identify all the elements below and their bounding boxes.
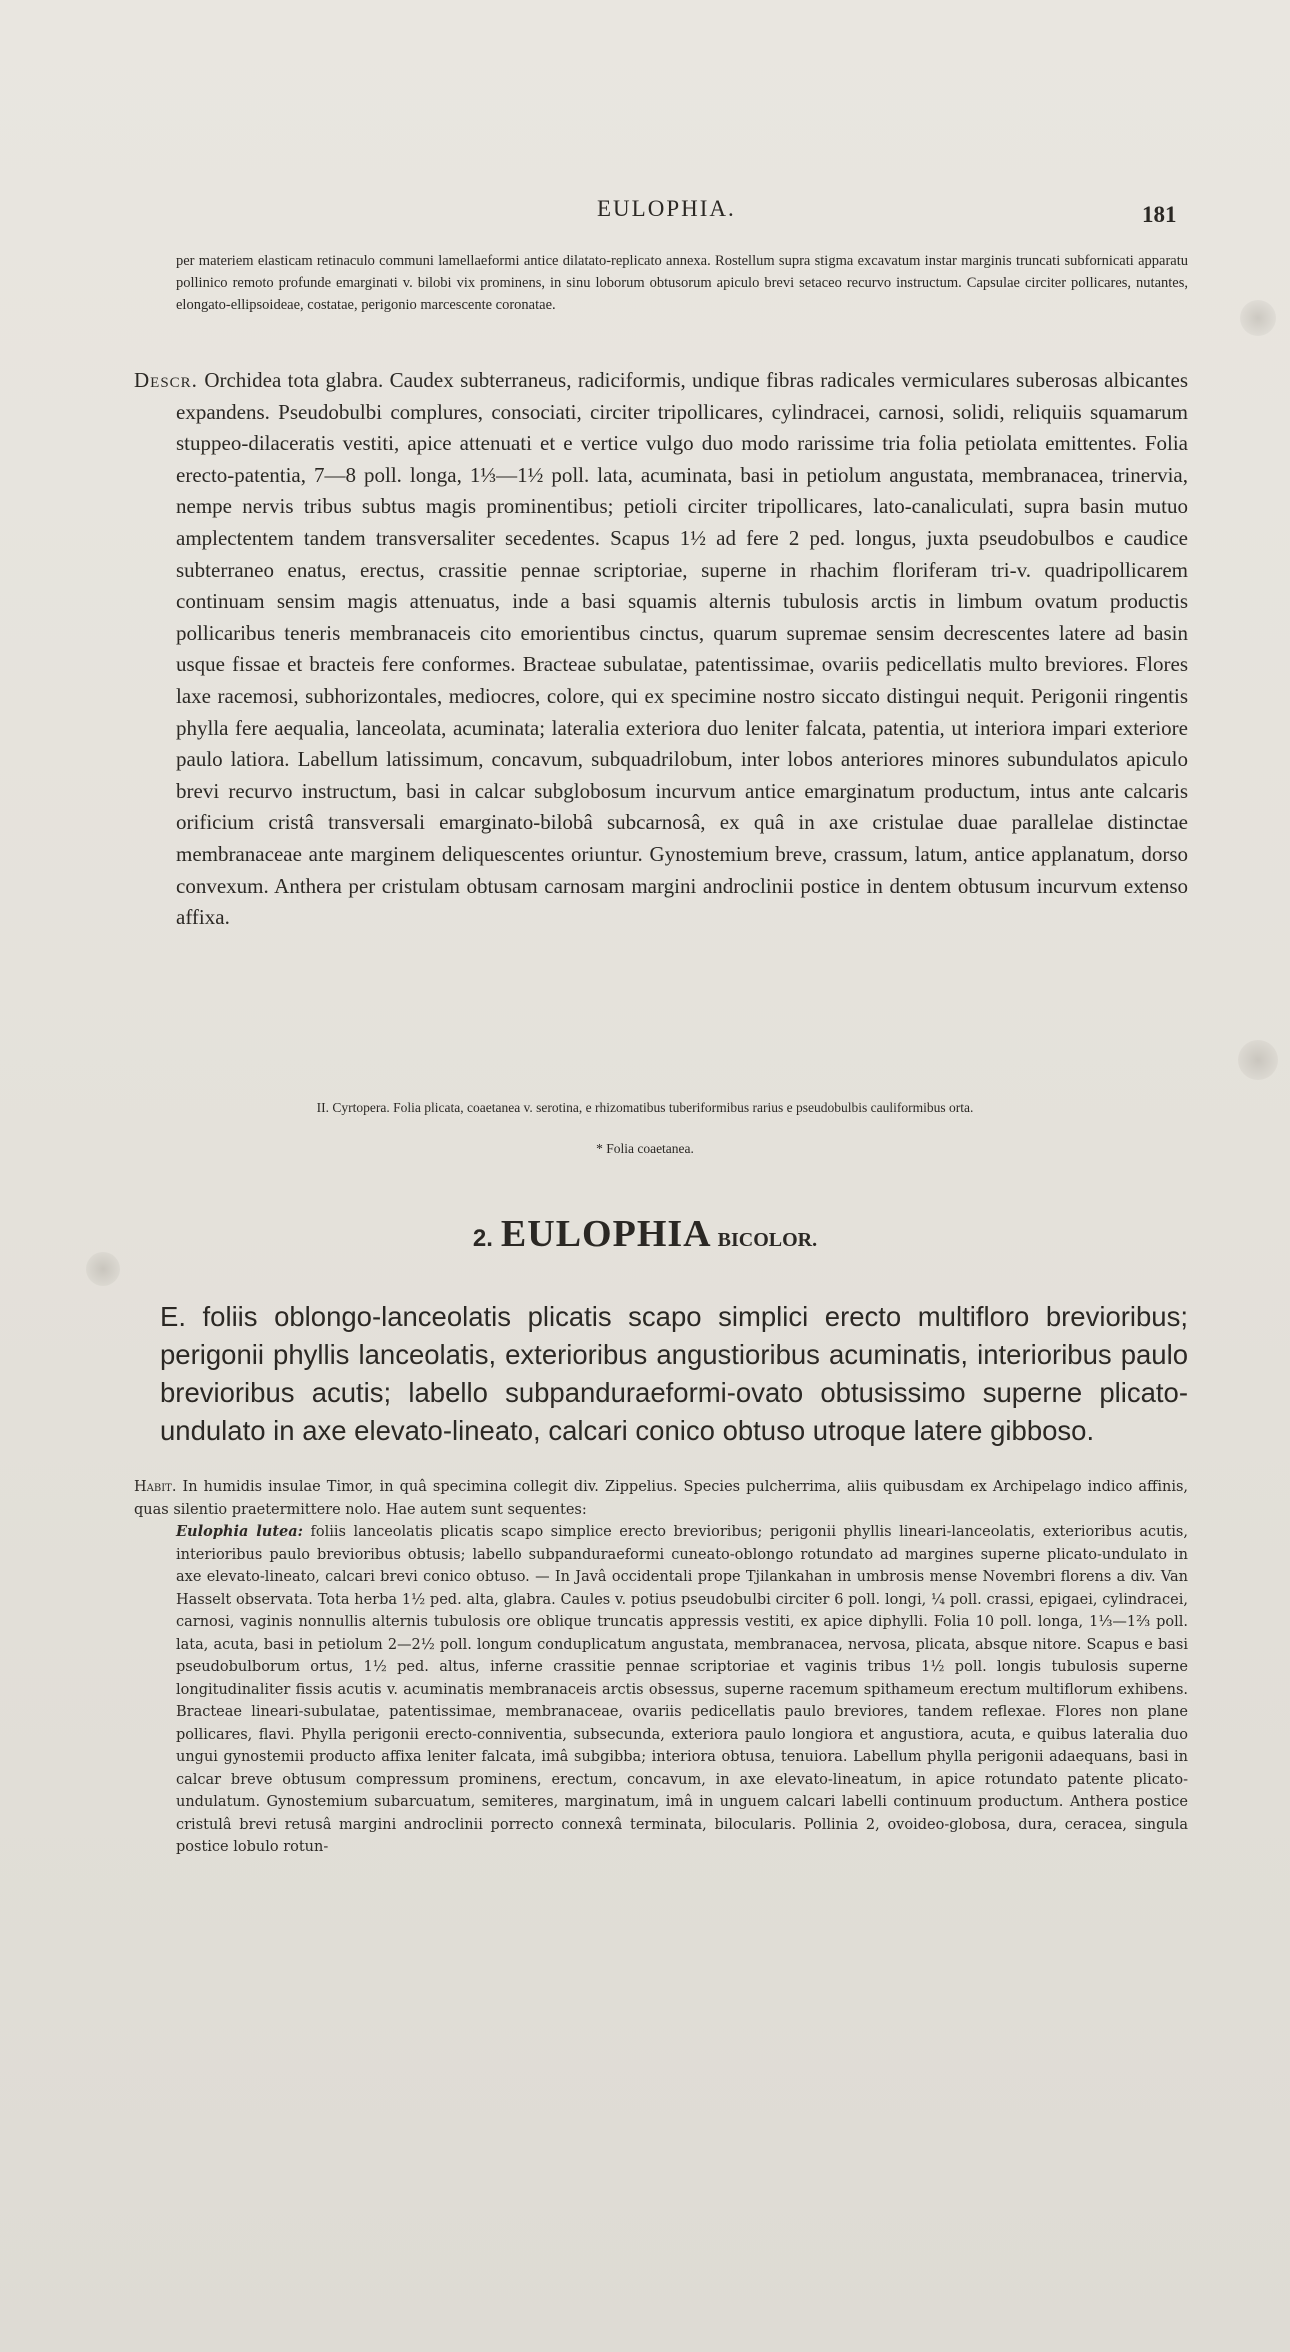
paper-stain	[1238, 1040, 1278, 1080]
habit-lead: Habit.	[134, 1479, 177, 1495]
habit-section	[134, 1476, 1188, 1859]
paper-stain	[1240, 300, 1276, 336]
section-note-line1: II. Cyrtopera. Folia plicata, coaetanea v. serotina, e rhizomatibus tuberiformibus rarius e pseudobulbis cauliformibus orta.	[316, 1100, 974, 1115]
page-header	[0, 196, 1290, 236]
habit-text: In humidis insulae Timor, in quâ specimina collegit div. Zippelius. Species pulcherrima, aliis quibusdam ex Archipelago indico affinis, quas silentio praetermittere nolo. Hae autem sunt sequentes:	[134, 1479, 1189, 1518]
section-note-line2: * Folia coaetanea.	[596, 1141, 694, 1156]
related-species-name: Eulophia lutea:	[176, 1523, 304, 1540]
description-section	[134, 365, 1188, 934]
page-number: 181	[1142, 202, 1177, 227]
related-species-text: foliis lanceolatis plicatis scapo simplice erecto brevioribus; perigonii phyllis lineari-lanceolatis, exterioribus acutis, interioribus paulo brevioribus obtusis; labello subpanduraeformi cuneato-oblongo rotundato ad margines superne plicato-undulato in axe elevato-lineato, calcari brevi conico obtuso. — In Javâ occidentali prope Tjilankahan in umbrosis mense Novembri florens a div. Van Hasselt observata. Tota herba 1½ ped. alta, glabra. Caules v. potius pseudobulbi circiter 6 poll. longi, ¼ poll. crassi, epigaei, cylindracei, carnosi, vaginis nonnullis alternis tubulosis ore oblique truncatis appressis vestiti, ex apice diphylli. Folia 10 poll. longa, 1⅓—1⅔ poll. lata, acuta, basi in petiolum 2—2½ poll. longum conduplicatum angustata, membranacea, nervosa, plicata, absque nitore. Scapus e basi pseudobulborum ortus, 1½ ped. altus, inferne crassitie pennae scriptoriae et vaginis tribus 1½ poll. longis tubulosis superne longitudinaliter fissis acutis v. acuminatis membranaceis arctis obsessus, superne racemum spithameum erectum multiflorum exhibens. Bracteae lineari-subulatae, patentissimae, membranaceae, ovariis pedicellatis paulo breviores, tandem reflexae. Flores non plane pollicares, flavi. Phylla perigonii erecto-conniventia, subsecunda, exteriora paulo longiora et angustiora, acuta, e quibus lateralia duo ungui gynostemii producto affixa leniter falcata, imâ subgibba; interiora obtusa, tenuiora. Labellum phylla perigonii adaequans, basi in calcar breve obtusum compressum prominens, erectum, concavum, in axe elevato-lineatum, in apice rotundato patente plicato-undulatum. Gynostemium subarcuatum, semiteres, marginatum, imâ in unguem calcari labelli continuum productum. Anthera postice cristulâ brevi retusâ margini androclinii porrecto connexâ terminata, bilocularis. Pollinia 2, ovoideo-globosa, dura, ceracea, singula postice lobulo rotun-	[176, 1524, 1188, 1855]
species-epithet: BICOLOR.	[717, 1229, 818, 1251]
species-heading	[0, 1212, 1290, 1256]
species-number: 2.	[472, 1225, 493, 1252]
running-title: EULOPHIA.	[597, 196, 736, 221]
habit-paragraph	[134, 1476, 1188, 1521]
paper-stain	[86, 1252, 120, 1286]
description-text: Orchidea tota glabra. Caudex subterraneus, radiciformis, undique fibras radicales vermiculares suberosas albicantes expandens. Pseudobulbi complures, consociati, circiter tripollicares, cylindracei, carnosi, solidi, reliquiis squamarum stuppeo-dilaceratis vestiti, apice attenuati et e vertice vulgo duo modo rarissime tria folia petiolata emittentes. Folia erecto-patentia, 7—8 poll. longa, 1⅓—1½ poll. lata, acuminata, basi in petiolum angustata, membranacea, trinervia, nempe nervis tribus subtus magis prominentibus; petioli circiter tripollicares, lato-canaliculati, supra basin mutuo amplectentem tandem transversaliter secedentes. Scapus 1½ ad fere 2 ped. longus, juxta pseudobulbos e caudice subterraneo enatus, erectus, crassitie pennae scriptoriae, superne in rhachim floriferam tri-v. quadripollicarem continuam sensim magis attenuatus, inde a basi squamis alternis tubulosis arctis in limbum ovatum productis pollicaribus teneris membranaceis cito emorientibus cinctus, quarum supremae sensim decrescentes latere ad basin usque fissae et bracteis fere conformes. Bracteae subulatae, patentissimae, ovariis pedicellatis multo breviores. Flores laxe racemosi, subhorizontales, mediocres, colore, qui ex specimine nostro siccato distingui nequit. Perigonii ringentis phylla fere aequalia, lanceolata, acuminata; lateralia exteriora duo leniter falcata, patentia, ut interiora impari exteriore paulo latiora. Labellum latissimum, concavum, subquadrilobum, inter lobos anteriores minores subundulatos apiculo brevi recurvo instructum, basi in calcar subglobosum incurvum antice emarginatum productum, intus ante calcaris orificium cristâ transversali emarginato-bilobâ subcarnosâ, ex quâ in axe cristulae duae parallelae distinctae membranaceae ante marginem deliquescentes oriuntur. Gynostemium breve, crassum, latum, antice applanatum, dorso convexum. Anthera per cristulam obtusam carnosam margini androclinii postice in dentem obtusum incurvum extenso affixa.	[176, 368, 1189, 930]
species-diagnosis: E. foliis oblongo-lanceolatis plicatis scapo simplici erecto multifloro brevioribus; perigonii phyllis lanceolatis, exterioribus angustioribus acuminatis, interioribus paulo brevioribus acutis; labello subpanduraeformi-ovato obtusissimo superne plicato-undulato in axe elevato-lineato, calcari conico obtuso utroque latere gibboso.	[160, 1301, 1188, 1446]
description-paragraph	[134, 365, 1188, 934]
description-lead: Descr.	[134, 368, 198, 392]
related-species-paragraph	[134, 1521, 1188, 1859]
species-genus: EULOPHIA	[500, 1213, 712, 1255]
top-paragraph: per materiem elasticam retinaculo communi lamellaeformi antice dilatato-replicato annexa. Rostellum supra stigma excavatum instar marginis truncati subfornicati apparatu pollinico remoto profunde emarginati v. bilobi vix prominens, in sinu loborum obtusorum apiculo brevi setaceo recurvo instructum. Capsulae circiter pollicares, nutantes, elongato-ellipsoideae, costatae, perigonio marcescente coronatae.	[176, 253, 1188, 313]
